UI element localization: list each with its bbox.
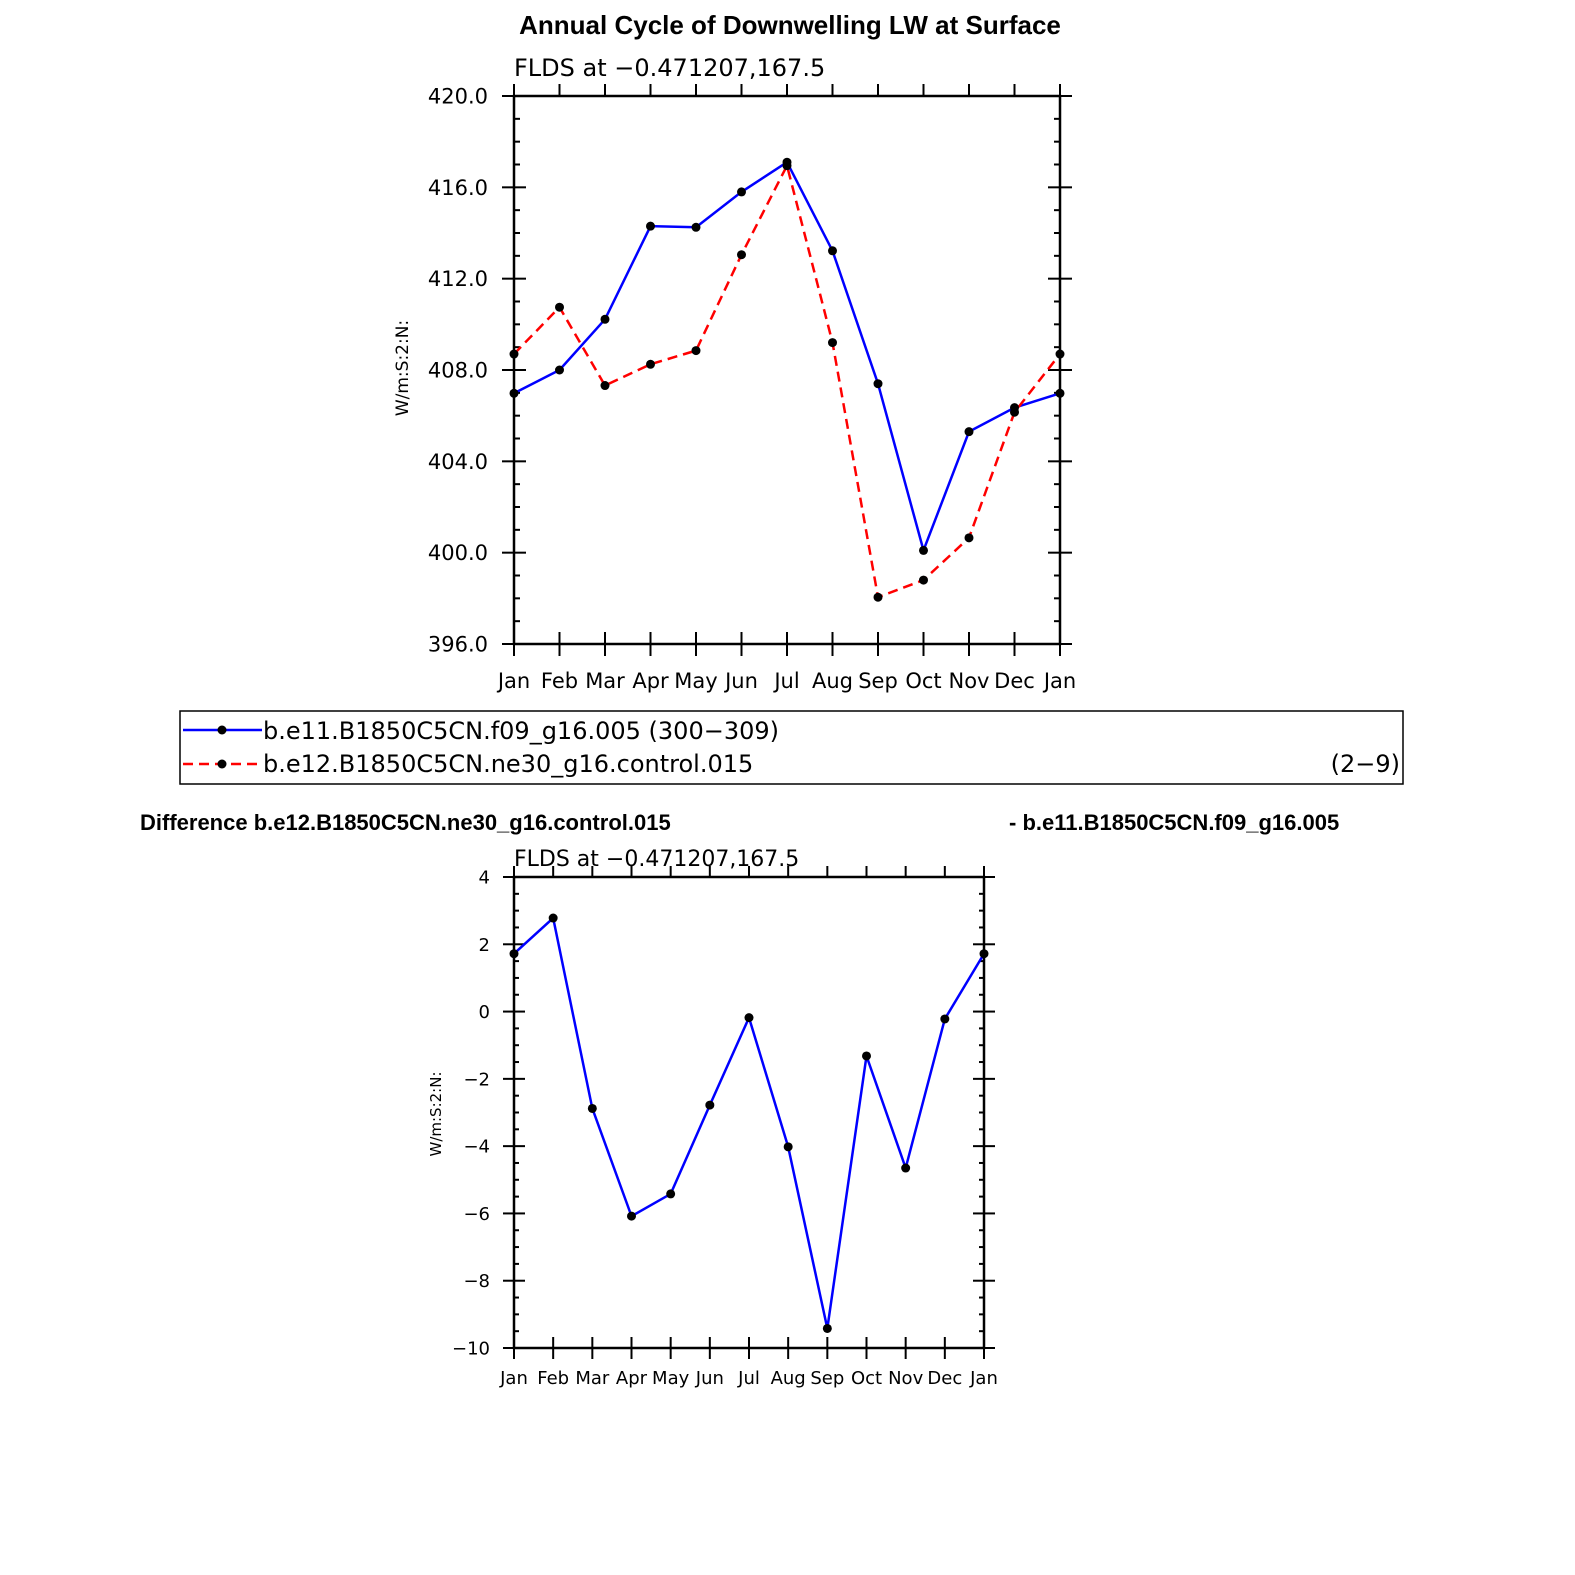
difference-xtick-label: Jan bbox=[500, 1368, 528, 1389]
annual-cycle-series bbox=[510, 158, 1065, 602]
difference-xtick-label: Apr bbox=[615, 1368, 648, 1389]
annual-cycle-point bbox=[646, 360, 655, 369]
legend-suffix-red: (2−9) bbox=[1330, 750, 1400, 778]
difference-xtick-label: Nov bbox=[888, 1368, 924, 1389]
annual-cycle-point bbox=[737, 187, 746, 196]
difference-point bbox=[940, 1014, 949, 1023]
annual-cycle-xtick-label: Aug bbox=[811, 669, 854, 693]
annual-cycle-xtick-label: Sep bbox=[858, 669, 898, 693]
annual-cycle-point bbox=[692, 223, 701, 232]
difference-xtick-label: Mar bbox=[575, 1368, 610, 1389]
annual-cycle-point bbox=[510, 350, 519, 359]
annual-cycle-point bbox=[1010, 408, 1019, 417]
difference-ytick-label: −8 bbox=[463, 1271, 490, 1293]
annual-cycle-ylabel: W/m:S:2:N: bbox=[393, 319, 413, 417]
difference-ytick-label: 0 bbox=[478, 1002, 490, 1024]
difference-ytick-label: −2 bbox=[463, 1069, 490, 1091]
annual-cycle-point bbox=[737, 250, 746, 259]
difference-point bbox=[510, 949, 519, 958]
annual-cycle-point bbox=[1056, 350, 1065, 359]
annual-cycle-ytick-label: 420.0 bbox=[427, 84, 488, 109]
annual-cycle-xtick-label: Jun bbox=[725, 669, 758, 693]
annual-cycle-point bbox=[646, 222, 655, 231]
annual-cycle-xtick-label: Feb bbox=[540, 669, 579, 693]
annual-cycle-point bbox=[555, 366, 564, 375]
annual-cycle-xtick-label: Jan bbox=[497, 669, 531, 693]
annual-cycle-point bbox=[919, 546, 928, 555]
difference-xtick-label: Jun bbox=[695, 1368, 724, 1389]
annual-cycle-point bbox=[601, 381, 610, 390]
difference-xtick-label: Aug bbox=[770, 1368, 806, 1389]
difference-xtick-label: Feb bbox=[537, 1368, 570, 1389]
legend-entry-blue bbox=[183, 717, 779, 745]
annual-cycle-point bbox=[601, 315, 610, 324]
difference-plot bbox=[427, 847, 998, 1389]
difference-point bbox=[705, 1101, 714, 1110]
annual-cycle-point bbox=[965, 533, 974, 542]
annual-cycle-point bbox=[874, 593, 883, 602]
difference-xtick-label: Dec bbox=[927, 1368, 963, 1389]
legend-label-red: b.e12.B1850C5CN.ne30_g16.control.015 bbox=[263, 750, 754, 778]
annual-cycle-ytick-label: 400.0 bbox=[427, 541, 488, 566]
annual-cycle-point bbox=[510, 389, 519, 398]
legend-marker-blue bbox=[218, 726, 227, 735]
difference-xtick-label: Jul bbox=[738, 1368, 760, 1389]
annual-cycle-point bbox=[555, 303, 564, 312]
difference-point bbox=[980, 949, 989, 958]
difference-ytick-label: 2 bbox=[478, 934, 490, 956]
difference-xtick-label: May bbox=[652, 1368, 690, 1389]
difference-xtick-label: Oct bbox=[850, 1368, 883, 1389]
annual-cycle-point bbox=[919, 576, 928, 585]
difference-xtick-label: Sep bbox=[810, 1368, 845, 1389]
difference-point bbox=[549, 914, 558, 923]
annual-cycle-point bbox=[783, 161, 792, 170]
difference-series bbox=[510, 914, 989, 1333]
annual-cycle-series-line-blue bbox=[514, 162, 1060, 550]
annual-cycle-xtick-label: Nov bbox=[948, 669, 990, 693]
annual-cycle-xtick-label: Apr bbox=[632, 669, 669, 693]
annual-cycle-point bbox=[965, 427, 974, 436]
difference-ytick-label: −10 bbox=[452, 1338, 490, 1360]
annual-cycle-plot bbox=[393, 54, 1076, 693]
difference-ylabel: W/m:S:2:N: bbox=[427, 1071, 445, 1157]
difference-ytick-label: −4 bbox=[463, 1136, 490, 1158]
difference-title-right: - b.e11.B1850C5CN.f09_g16.005 bbox=[1009, 810, 1340, 835]
difference-ytick-label: 4 bbox=[478, 867, 490, 889]
difference-point bbox=[784, 1142, 793, 1151]
difference-point bbox=[666, 1189, 675, 1198]
annual-cycle-xtick-label: Oct bbox=[905, 669, 942, 693]
difference-ytick-label: −6 bbox=[463, 1203, 490, 1225]
difference-point bbox=[823, 1324, 832, 1333]
annual-cycle-ytick-label: 412.0 bbox=[427, 267, 488, 292]
legend-marker-red bbox=[218, 760, 227, 769]
annual-cycle-point bbox=[828, 338, 837, 347]
annual-cycle-ytick-label: 416.0 bbox=[427, 175, 488, 200]
annual-cycle-ytick-label: 408.0 bbox=[427, 358, 488, 383]
annual-cycle-xtick-label: May bbox=[674, 669, 718, 693]
legend-label-blue: b.e11.B1850C5CN.f09_g16.005 (300−309) bbox=[263, 717, 779, 745]
annual-cycle-subtitle: FLDS at −0.471207,167.5 bbox=[514, 54, 826, 82]
difference-point bbox=[588, 1104, 597, 1113]
annual-cycle-xtick-label: Jul bbox=[774, 669, 800, 693]
annual-cycle-point bbox=[874, 379, 883, 388]
difference-xtick-label: Jan bbox=[970, 1368, 998, 1389]
difference-point bbox=[862, 1051, 871, 1060]
difference-point bbox=[745, 1013, 754, 1022]
annual-cycle-ytick-label: 396.0 bbox=[427, 632, 488, 657]
annual-cycle-xtick-label: Dec bbox=[994, 669, 1035, 693]
difference-series-line-blue bbox=[514, 918, 984, 1328]
difference-title-left: Difference b.e12.B1850C5CN.ne30_g16.control.015 bbox=[140, 810, 671, 835]
difference-subtitle: FLDS at −0.471207,167.5 bbox=[514, 847, 800, 872]
annual-cycle-ytick-label: 404.0 bbox=[427, 449, 488, 474]
legend bbox=[180, 711, 1403, 784]
annual-cycle-point bbox=[1056, 389, 1065, 398]
annual-cycle-xtick-label: Mar bbox=[585, 669, 625, 693]
legend-entry-red bbox=[183, 750, 1400, 778]
difference-frame bbox=[514, 877, 984, 1348]
annual-cycle-point bbox=[828, 246, 837, 255]
difference-point bbox=[627, 1212, 636, 1221]
main-title: Annual Cycle of Downwelling LW at Surface bbox=[519, 10, 1061, 40]
annual-cycle-point bbox=[692, 346, 701, 355]
difference-point bbox=[901, 1164, 910, 1173]
annual-cycle-series-line-red bbox=[514, 166, 1060, 598]
annual-cycle-xtick-label: Jan bbox=[1043, 669, 1077, 693]
